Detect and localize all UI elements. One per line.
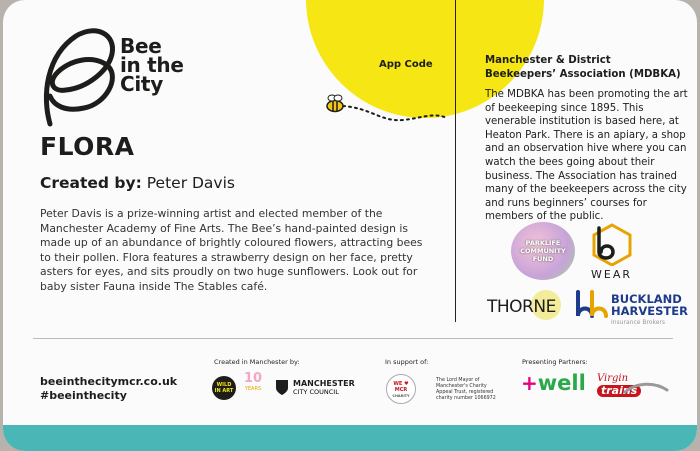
buckland-line-1: BUCKLAND xyxy=(611,292,682,306)
wemcr-line-1: WE ♥ xyxy=(393,381,409,387)
website-url: beeinthecitymcr.co.uk xyxy=(40,375,178,388)
brand-line-2: in the xyxy=(120,53,184,77)
association-title: Manchester & District Beekeepers’ Association (MDBKA) xyxy=(485,55,681,80)
buckland-line-3: Insurance Brokers xyxy=(611,319,666,326)
buckland-harvester-logo xyxy=(611,293,688,329)
brand-line-3: City xyxy=(120,72,163,96)
created-in-label: Created in Manchester by: xyxy=(214,358,300,366)
wild-line-2: IN ART xyxy=(214,388,234,394)
wild-line-1: WILD xyxy=(216,382,232,388)
teal-stripe xyxy=(3,425,697,451)
mcc-line-2: CITY COUNCIL xyxy=(293,388,339,396)
buckland-harvester-icon xyxy=(574,290,610,320)
buckland-line-2: HARVESTER xyxy=(611,304,688,318)
well-word: well xyxy=(537,371,586,395)
partners-label: Presenting Partners: xyxy=(522,358,588,366)
app-code-label: App Code xyxy=(379,59,433,70)
train-swoosh-icon xyxy=(623,380,669,396)
charity-text: The Lord Mayor of Manchester's Charity Appeal Trust, registered charity number 1066972 xyxy=(436,378,496,401)
association-body: The MDBKA has been promoting the art of beekeeping since 1895. This venerable institution is based here, at Heaton Park. There is an apiary, a shop and an observation hive where you can watch the bees going about their business. The Association has trained many of the beekeepers across the city and runs beginners’ courses for members of the public. xyxy=(485,89,688,223)
manchester-city-council-logo xyxy=(293,380,355,396)
we-love-mcr-logo xyxy=(386,374,416,404)
parklife-line-1: PARKLIFE xyxy=(525,239,561,247)
mcc-line-1: MANCHESTER xyxy=(293,379,355,388)
ten-years-logo xyxy=(240,371,266,394)
bee-in-the-city-logo-icon xyxy=(36,26,118,128)
virgin-line-2: trains xyxy=(597,385,641,397)
wemcr-line-3: CHARITY xyxy=(392,394,410,398)
wear-logo-text: WEAR xyxy=(591,268,632,281)
footer-divider xyxy=(33,338,673,339)
city-council-crest-icon xyxy=(274,378,290,396)
well-pharmacy-logo xyxy=(521,371,586,395)
virgin-line-1: Virgin xyxy=(597,373,629,384)
wild-in-art-logo xyxy=(212,376,236,400)
sculpture-title: FLORA xyxy=(40,132,135,161)
parklife-line-2: COMMUNITY xyxy=(520,247,566,255)
wear-hexagon-icon xyxy=(589,222,635,266)
info-plaque xyxy=(3,0,697,451)
ten-years-number: 10 xyxy=(243,371,263,386)
artist-name: Peter Davis xyxy=(146,174,235,192)
support-label: In support of: xyxy=(385,358,429,366)
brand-line-1: Bee xyxy=(120,34,162,58)
sculpture-description: Peter Davis is a prize-winning artist and elected member of the Manchester Academy of Fine Arts. The Bee’s hand-painted design is made up of an abundance of brightly coloured flowers, attracting bees to their pollen. Flora features a strawberry design on her face, pretty asters for eyes, and sits proudly on two huge sunflowers. Look out for baby sister Fauna inside The Stables café. xyxy=(40,207,423,293)
thorne-logo-text: THORNE xyxy=(487,297,556,317)
wemcr-line-2: MCR xyxy=(394,387,408,393)
brand-wordmark xyxy=(120,34,184,96)
parklife-community-fund-logo xyxy=(511,222,575,280)
parklife-line-3: FUND xyxy=(532,255,554,263)
bee-trail-icon xyxy=(321,92,451,132)
footer-links xyxy=(40,375,177,403)
created-by-label: Created by: xyxy=(40,174,142,192)
created-by-line xyxy=(40,174,235,192)
ten-years-label: YEARS xyxy=(244,386,262,392)
column-divider xyxy=(455,0,456,322)
hashtag: #beeinthecity xyxy=(40,389,127,402)
well-plus-icon: + xyxy=(521,371,538,395)
